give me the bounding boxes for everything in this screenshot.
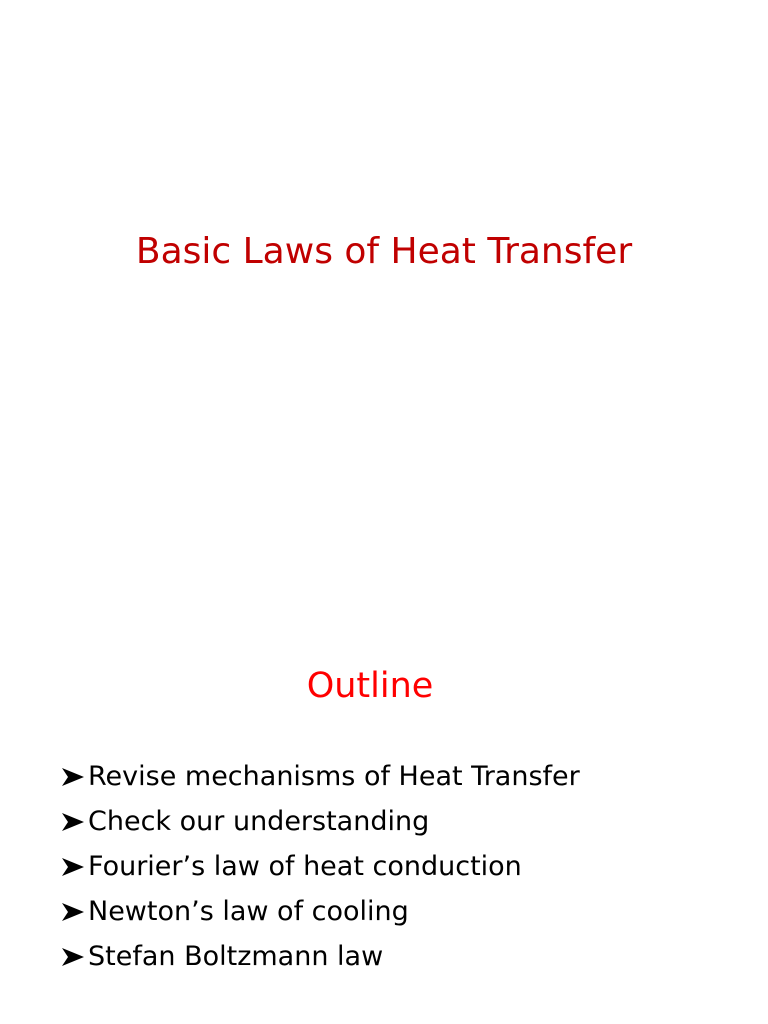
- arrowhead-bullet-icon: [60, 855, 86, 879]
- outline-item-text: Stefan Boltzmann law: [88, 941, 384, 972]
- outline-item: [60, 844, 740, 889]
- outline-item-text: Newton’s law of cooling: [88, 896, 409, 927]
- outline-list: [60, 754, 740, 979]
- outline-item-text: Check our understanding: [88, 806, 430, 837]
- arrowhead-bullet-icon: [60, 900, 86, 924]
- outline-item-text: Fourier’s law of heat conduction: [88, 851, 522, 882]
- outline-item-text: Revise mechanisms of Heat Transfer: [88, 761, 580, 792]
- outline-item: [60, 889, 740, 934]
- outline-item: [60, 934, 740, 979]
- arrowhead-bullet-icon: [60, 765, 86, 789]
- outline-item: [60, 799, 740, 844]
- slide-title: Basic Laws of Heat Transfer: [135, 231, 633, 272]
- arrowhead-bullet-icon: [60, 810, 86, 834]
- outline-item: [60, 754, 740, 799]
- arrowhead-bullet-icon: [60, 945, 86, 969]
- outline-title: Outline: [306, 666, 434, 706]
- outline-slide: [0, 512, 768, 1024]
